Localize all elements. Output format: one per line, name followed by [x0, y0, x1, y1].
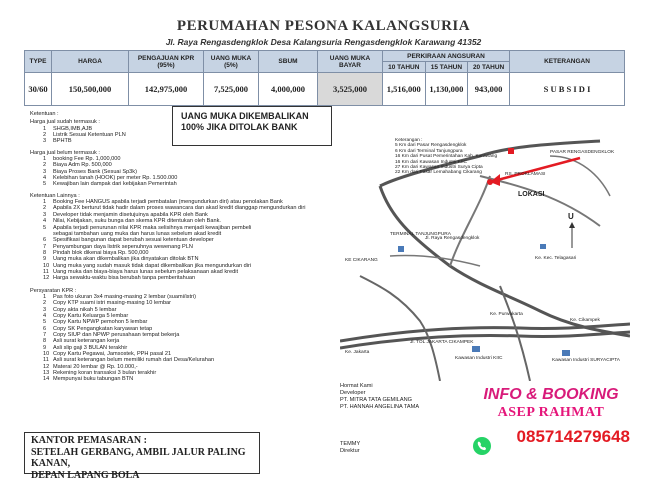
list-item-text: Kewajiban lain dampak dari kebijakan Pemerintah	[53, 181, 177, 188]
office-line1: SETELAH GERBANG, AMBIL JALUR PALING KANAN,	[31, 446, 246, 469]
map-label-pasar: PASAR RENGASDENGKLOK	[550, 150, 615, 155]
price-table	[24, 50, 625, 106]
terms-section	[30, 111, 330, 383]
col-uang-muka: UANG MUKA (5%)	[204, 51, 259, 73]
list-item-number: 10	[43, 351, 50, 358]
list-item-number: 4	[43, 175, 47, 182]
list-item	[30, 138, 330, 144]
list-item-text: Mempunyai buku tabungan BTN	[53, 376, 134, 383]
terms-title: Ketentuan :	[30, 111, 59, 117]
list-item-number: 14	[43, 376, 50, 383]
list-item-text: Asli slip gaji 3 BULAN terakhir	[53, 344, 128, 351]
list-item-text: Listrik Sesuai Ketentuan PLN	[53, 132, 126, 139]
map-legend-list	[395, 143, 497, 175]
list-item-number: 8	[43, 249, 47, 256]
list-item-number: 7	[43, 243, 47, 250]
included-title: Harga jual sudah termasuk :	[30, 119, 100, 126]
list-item-number: 2	[43, 162, 47, 169]
cell-kpr: 142,975,000	[129, 73, 204, 106]
map-label-surya: Kawasan Industri SURYACIPTA	[552, 358, 620, 363]
location-map	[340, 136, 630, 381]
list-item-text: Uang muka yang sudah masuk tidak dapat dikembalikan jika mengundurkan diri	[53, 262, 252, 269]
col-angsuran: PERKIRAAN ANGSURAN	[383, 51, 510, 62]
cell-bayar: 3,525,000	[318, 73, 383, 106]
list-item: 16 Km dari Kawasan Industri KIIC	[395, 159, 467, 165]
list-item-text: Spesifikasi bangunan dapat berubah sesuai ketentuan developer	[53, 237, 214, 244]
col-bayar: UANG MUKA BAYAR	[318, 51, 383, 73]
list-item-text: sebagai tambahan uang muka dan harus lunas sebelum akad kredit	[53, 230, 222, 237]
whatsapp-icon	[472, 436, 492, 456]
developer-pt2: PT. HANNAH ANGELINA TAMA	[340, 404, 420, 410]
list-item-text: Biaya Proses Bank (Sesuai Sp3k)	[53, 168, 137, 175]
list-item-number: 8	[43, 338, 47, 345]
list-item-text: Pindah blok dikenai biaya Rp. 500,000	[53, 249, 149, 256]
director-name: TEMMY	[340, 441, 361, 447]
developer-label: Developer	[340, 390, 366, 396]
list-item-text: Copy Kartu Pegawai, Jamsostek, PPH pasal 21	[53, 351, 172, 358]
list-item-text: Asli surat keterangan belum memiliki rumah dari Desa/Kelurahan	[53, 357, 215, 364]
map-label-proklamasi: RS. PROKLAMASI	[505, 172, 546, 177]
map-north-label: U	[568, 212, 574, 221]
cell-harga: 150,500,000	[52, 73, 129, 106]
list-item: 5 Km dari Pasar Rengasdengklok	[395, 143, 467, 149]
map-legend	[395, 138, 497, 176]
list-item-number: 2	[43, 205, 47, 212]
list-item-text: Copy Kartu Keluarga 5 lembar	[53, 312, 129, 319]
list-item-number: 13	[43, 370, 50, 377]
cell-uang-muka: 7,525,000	[204, 73, 259, 106]
list-item-number: 2	[43, 132, 47, 139]
list-item-number: 2	[43, 300, 47, 307]
contact-title: INFO & BOOKING	[483, 386, 619, 403]
list-item-number: 3	[43, 168, 47, 175]
col-sbum: SBUM	[259, 51, 318, 73]
list-item-text: Copy KTP suami istri masing-masing 10 lembar	[53, 300, 172, 307]
list-item-number: 5	[43, 224, 47, 231]
director-role: Direktur	[340, 448, 360, 454]
cell-10-tahun: 1,516,000	[383, 73, 426, 106]
list-item: 27 Km dari Kawasan Industri Surya Cipta	[395, 165, 483, 171]
contact-name: ASEP RAHMAT	[497, 405, 605, 420]
map-legend-title: Keterangan :	[395, 138, 423, 143]
map-label-cikarang: KE CIKARANG	[345, 258, 378, 263]
map-label-cikampek: Ke. Cikampek	[570, 318, 600, 323]
list-item-text: Rekening koran transaksi 3 bulan terakhir	[53, 370, 157, 377]
list-item-number: 11	[43, 268, 49, 275]
kpr-list	[30, 294, 330, 383]
list-item-number: 9	[43, 344, 47, 351]
list-item-text: Penyambungan daya listrik sepenuhnya wewenang PLN	[53, 243, 193, 250]
list-item-number: 11	[43, 357, 49, 364]
list-item-number: 5	[43, 319, 47, 326]
list-item-text: booking Fee Rp. 1,000,000	[53, 156, 121, 163]
list-item-number: 3	[43, 306, 47, 313]
cell-type: 30/60	[25, 73, 52, 106]
map-label-kiic: Kawasan Industri KIIC	[455, 356, 503, 361]
list-item-text: Asli surat keterangan kerja	[53, 338, 120, 345]
other-title: Ketentuan Lainnya :	[30, 192, 80, 199]
list-item-number: 1	[43, 125, 47, 132]
list-item-text: Developer tidak menjamin disetujuinya apabila KPR oleh Bank	[53, 211, 208, 218]
col-ket: KETERANGAN	[510, 51, 625, 73]
excluded-title: Harga jual belum termasuk :	[30, 149, 100, 156]
list-item-number: 1	[43, 156, 47, 163]
cell-sbum: 4,000,000	[259, 73, 318, 106]
signature-block	[340, 383, 419, 411]
list-item-number: 3	[43, 211, 47, 218]
office-box	[24, 432, 260, 481]
list-item-text: Copy akta nikah 5 lembar	[53, 306, 117, 313]
list-item: 6 Km dari Terminal Tanjungpura	[395, 148, 463, 154]
list-item	[30, 181, 330, 187]
list-item-text: Copy Kartu NPWP pemohon 5 lembar	[53, 319, 148, 326]
list-item-text: Apabila terjadi penurunan nilai KPR maka selisihnya menjadi kewajiban pembeli	[53, 224, 252, 231]
map-label-purwakarta: Ke. Purwakarta	[490, 312, 523, 317]
refund-notice: UANG MUKA DIKEMBALIKAN 100% JIKA DITOLAK BANK	[172, 106, 332, 146]
list-item-number: 4	[43, 218, 47, 225]
list-item-text: Copy SIUP dan NPWP perusahaan tempat bekerja	[53, 332, 180, 338]
kpr-title: Persyaratan KPR :	[30, 287, 77, 294]
list-item-number: 1	[43, 293, 47, 300]
col-type: TYPE	[25, 51, 52, 73]
col-kpr: PENGAJUAN KPR (95%)	[129, 51, 204, 73]
list-item	[30, 376, 330, 382]
office-title: KANTOR PEMASARAN :	[31, 435, 147, 446]
list-item-text: BPHTB	[53, 138, 72, 145]
list-item-text: Copy SK Pengangkatan karyawan tetap	[53, 325, 153, 332]
map-label-terminal: TERMINAL TANJUNGPURA	[390, 232, 451, 237]
list-item-text: Kelebihan tanah (HOOK) per meter Rp. 1.500.000	[53, 175, 178, 182]
map-label-jakarta: Ke. Jakarta	[345, 350, 370, 355]
col-20-tahun: 20 TAHUN	[468, 62, 510, 73]
list-item	[30, 275, 330, 281]
contact-phone[interactable]: 085714279648	[516, 427, 630, 446]
contact-box	[470, 386, 632, 460]
list-item-number: 9	[43, 256, 47, 263]
hormat-kami: Hormat Kami	[340, 383, 373, 389]
list-item-text: Biaya Adm Rp. 500,000	[53, 162, 112, 169]
map-label-lokasi: LOKASI	[518, 191, 545, 198]
page-address: Jl. Raya Rengasdengklok Desa Kalangsuria Rengasdengklok Karawang 41352	[165, 37, 482, 47]
list-item-number: 6	[43, 325, 47, 332]
director-block	[340, 441, 360, 455]
list-item-text: Nilai, Kebijakan, suku bunga dan skema KPR ditentukan oleh Bank.	[53, 218, 221, 225]
list-item: 16 Km dari Pusat Pemerintahan Kab. Karawang	[395, 154, 498, 160]
list-item-number: 3	[43, 138, 47, 145]
list-item-number: 1	[43, 199, 47, 206]
list-item-text: Apabila 2X berturut tidak hadir dalam proses wawancara dan akad kredit dianggap mengundurkan diri	[53, 205, 306, 212]
col-15-tahun: 15 TAHUN	[425, 62, 468, 73]
excluded-list	[30, 156, 330, 188]
map-label-rengasdengklok: Jl. Raya Rengasdengklok	[425, 236, 480, 241]
list-item-number: 10	[43, 262, 50, 269]
list-item-text: SHGB,IMB,AJB	[53, 125, 93, 132]
list-item-number: 12	[43, 363, 50, 370]
included-list	[30, 126, 330, 145]
list-item-text: Pas foto ukuran 3x4 masing-masing 2 lembar (suami/istri)	[53, 293, 197, 300]
map-label-tol: Jl. TOL JAKARTA CIKAMPEK	[410, 340, 474, 345]
list-item-text: Booking Fee HANGUS apabila terjadi pembatalan (mengundurkan diri) atau penolakan Bank	[53, 199, 283, 206]
table-row	[25, 73, 625, 106]
list-item-number: 6	[43, 237, 47, 244]
list-item-text: Uang muka dan biaya-biaya harus lunas sebelum pelaksanaan akad kredit	[53, 268, 239, 275]
page-title: PERUMAHAN PESONA KALANGSURIA	[176, 18, 471, 34]
col-10-tahun: 10 TAHUN	[383, 62, 426, 73]
developer-pt1: PT. MITRA TATA GEMILANG	[340, 397, 413, 403]
list-item-number: 7	[43, 332, 47, 338]
list-item-text: Harga sewaktu-waktu bisa berubah tanpa pemberitahuan	[53, 275, 196, 282]
list-item-text: Uang muka akan dikembalikan jika dinyatakan ditolak BTN	[53, 256, 199, 263]
list-item-number: 4	[43, 312, 47, 319]
cell-20-tahun: 943,000	[468, 73, 510, 106]
list-item: 22 Km dari Pasar Lemahabang Cikarang	[395, 170, 482, 176]
map-label-telagasari: Ke. Kec. Telagasari	[535, 256, 577, 261]
cell-keterangan: S U B S I D I	[510, 73, 625, 106]
other-list	[30, 199, 330, 281]
list-item-text: Materai 20 lembar @ Rp. 10.000,-	[53, 363, 138, 370]
cell-15-tahun: 1,130,000	[425, 73, 468, 106]
list-item-number: 12	[43, 275, 50, 282]
office-line2: DEPAN LAPANG BOLA	[31, 469, 140, 481]
col-harga: HARGA	[52, 51, 129, 73]
list-item-number: 5	[43, 181, 47, 188]
